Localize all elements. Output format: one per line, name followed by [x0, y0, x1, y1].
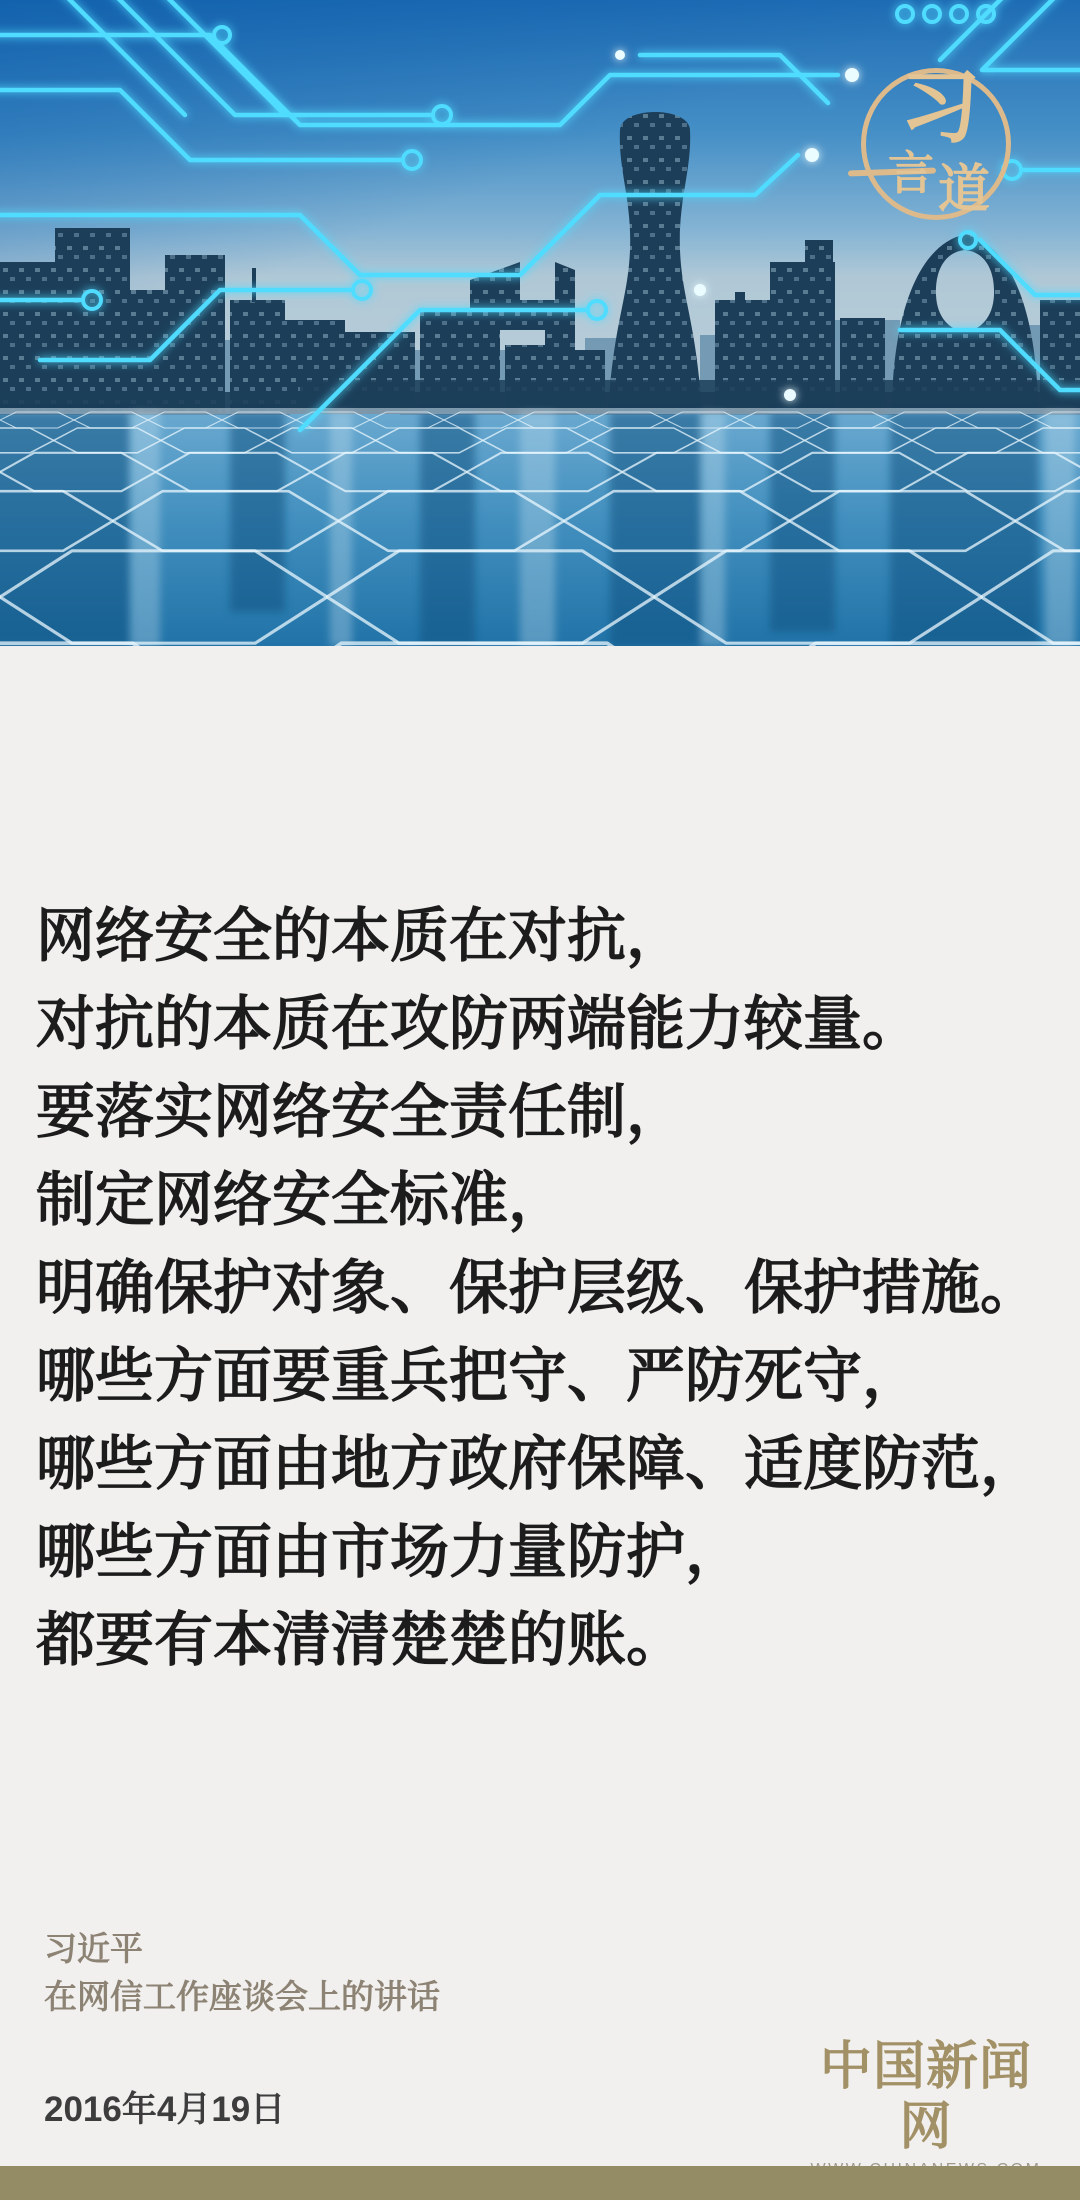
quote-line: 哪些方面由市场力量防护，: [36, 1519, 745, 1585]
footer-strip: [0, 2166, 1080, 2200]
quote-block: [36, 892, 1066, 1684]
quote-line: 明确保护对象、保护层级、保护措施。: [36, 1255, 1040, 1321]
xi-yan-dao-seal: [861, 65, 1011, 220]
quote-line: 对抗的本质在攻防两端能力较量。: [36, 991, 922, 1057]
seal-char-yan: 言: [888, 148, 934, 199]
quote-line: 要落实网络安全责任制，: [36, 1079, 686, 1145]
speaker-name: 习近平: [44, 1930, 143, 1967]
quote-line: 哪些方面由地方政府保障、适度防范，: [36, 1431, 1040, 1497]
chinanews-logo: [800, 2038, 1052, 2179]
seal-char-dao: 道: [938, 162, 991, 219]
speech-occasion: 在网信工作座谈会上的讲话: [44, 1978, 440, 2015]
quote-line: 哪些方面要重兵把守、严防死守，: [36, 1343, 922, 1409]
quote-line: 制定网络安全标准，: [36, 1167, 568, 1233]
quote-line: 都要有本清清楚楚的账。: [36, 1607, 686, 1673]
attribution-block: [44, 1925, 440, 2021]
quote-line: 网络安全的本质在对抗，: [36, 903, 686, 969]
chinanews-logo-text: 中国新闻网: [819, 2039, 1032, 2156]
speech-date: 2016年4月19日: [44, 2090, 286, 2129]
seal-char-xi: 习: [900, 65, 980, 153]
